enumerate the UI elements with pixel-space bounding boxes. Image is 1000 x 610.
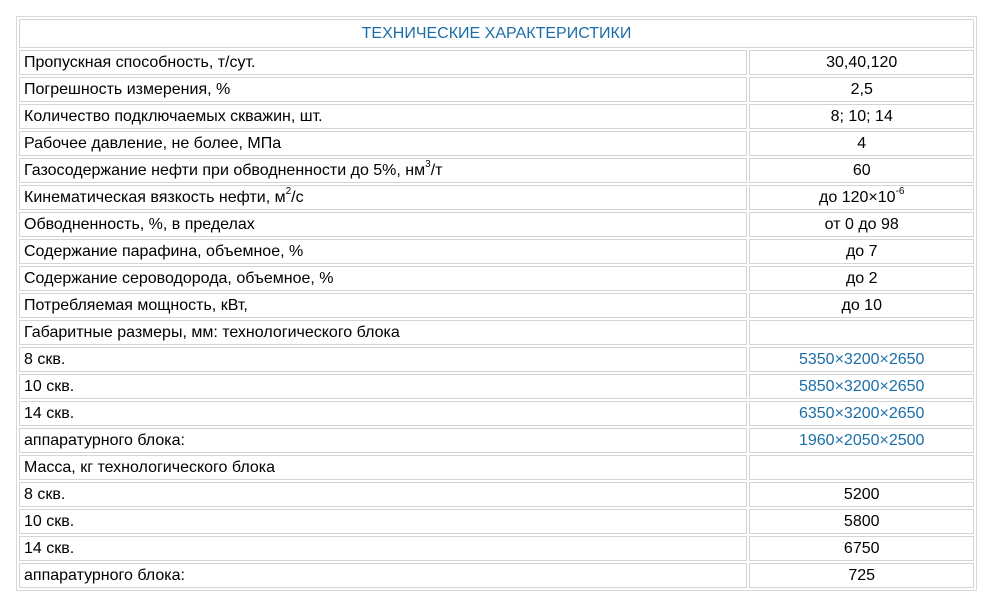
table-row: [19, 293, 974, 318]
param-label: Содержание сероводорода, объемное, %: [24, 269, 334, 287]
value-text: 5350×3200×2650: [798, 350, 925, 368]
spec-table: [16, 16, 977, 591]
param-cell: [19, 428, 747, 453]
value-text: 5850×3200×2650: [798, 377, 925, 395]
value-cell: [749, 374, 974, 399]
table-row: [19, 158, 974, 183]
param-label: Масса, кг технологического блока: [24, 458, 275, 476]
table-row: [19, 509, 974, 534]
param-cell: [19, 374, 747, 399]
param-cell: [19, 185, 747, 210]
value-cell: [749, 185, 974, 210]
param-cell: [19, 104, 747, 129]
table-row: [19, 185, 974, 210]
param-unit-tail: /с: [291, 188, 304, 206]
table-row: [19, 266, 974, 291]
value-cell: [749, 536, 974, 561]
param-superscript: 3: [425, 159, 431, 171]
param-label: Пропускная способность, т/сут.: [24, 53, 256, 71]
value-text: 8; 10; 14: [830, 107, 893, 125]
param-label: 14 скв.: [24, 404, 75, 422]
param-label: Габаритные размеры, мм: технологического блока: [24, 323, 400, 341]
spec-table-container: [16, 16, 977, 591]
table-row: [19, 131, 974, 156]
value-text: 5200: [843, 485, 880, 503]
param-cell: [19, 563, 747, 588]
table-row: [19, 77, 974, 102]
param-label: Рабочее давление, не более, МПа: [24, 134, 282, 152]
value-cell: [749, 401, 974, 426]
param-cell: [19, 239, 747, 264]
value-text: до 120×10: [819, 188, 896, 206]
table-row: [19, 401, 974, 426]
table-row: [19, 563, 974, 588]
title-row: [19, 19, 974, 48]
value-cell: [749, 320, 974, 345]
value-text: 4: [857, 134, 867, 152]
value-cell: [749, 104, 974, 129]
param-unit-tail: /т: [430, 161, 443, 179]
value-cell: [749, 509, 974, 534]
value-cell: [749, 266, 974, 291]
table-row: [19, 320, 974, 345]
param-cell: [19, 401, 747, 426]
value-text: 5800: [843, 512, 880, 530]
value-cell: [749, 239, 974, 264]
value-text: до 7: [845, 242, 878, 260]
table-row: [19, 104, 974, 129]
param-cell: [19, 455, 747, 480]
param-label: Потребляемая мощность, кВт,: [24, 296, 248, 314]
value-text: 725: [848, 566, 876, 584]
value-cell: [749, 131, 974, 156]
param-label: Погрешность измерения, %: [24, 80, 231, 98]
param-cell: [19, 293, 747, 318]
param-cell: [19, 482, 747, 507]
param-cell: [19, 50, 747, 75]
table-row: [19, 374, 974, 399]
value-text: 6750: [843, 539, 880, 557]
param-cell: [19, 509, 747, 534]
value-cell: [749, 50, 974, 75]
value-cell: [749, 158, 974, 183]
table-title: ТЕХНИЧЕСКИЕ ХАРАКТЕРИСТИКИ: [19, 19, 974, 48]
param-label: 10 скв.: [24, 512, 75, 530]
table-row: [19, 239, 974, 264]
param-label: 8 скв.: [24, 485, 66, 503]
value-cell: [749, 77, 974, 102]
value-superscript: -6: [895, 186, 905, 198]
value-text: 1960×2050×2500: [798, 431, 925, 449]
param-label: Кинематическая вязкость нефти, м: [24, 188, 286, 206]
table-row: [19, 455, 974, 480]
param-label: Содержание парафина, объемное, %: [24, 242, 304, 260]
param-cell: [19, 347, 747, 372]
value-cell: [749, 563, 974, 588]
param-superscript: 2: [285, 186, 292, 198]
param-cell: [19, 212, 747, 237]
param-cell: [19, 77, 747, 102]
value-text: до 2: [845, 269, 878, 287]
table-row: [19, 482, 974, 507]
param-label: Газосодержание нефти при обводненности до 5%, нм: [24, 161, 426, 179]
table-row: [19, 428, 974, 453]
param-cell: [19, 158, 747, 183]
param-label: аппаратурного блока:: [24, 431, 185, 449]
value-text: от 0 до 98: [824, 215, 899, 233]
param-cell: [19, 320, 747, 345]
value-cell: [749, 293, 974, 318]
param-label: 10 скв.: [24, 377, 75, 395]
value-cell: [749, 347, 974, 372]
value-cell: [749, 212, 974, 237]
value-cell: [749, 482, 974, 507]
value-cell: [749, 428, 974, 453]
value-text: 2,5: [850, 80, 873, 98]
param-label: Обводненность, %, в пределах: [24, 215, 255, 233]
param-cell: [19, 536, 747, 561]
param-cell: [19, 266, 747, 291]
table-row: [19, 347, 974, 372]
table-row: [19, 212, 974, 237]
value-text: 6350×3200×2650: [798, 404, 925, 422]
param-cell: [19, 131, 747, 156]
param-label: аппаратурного блока:: [24, 566, 185, 584]
param-label: Количество подключаемых скважин, шт.: [24, 107, 323, 125]
value-text: 30,40,120: [826, 53, 898, 71]
value-text: до 10: [841, 296, 882, 314]
value-text: 60: [852, 161, 871, 179]
value-cell: [749, 455, 974, 480]
param-label: 8 скв.: [24, 350, 66, 368]
param-label: 14 скв.: [24, 539, 75, 557]
table-row: [19, 536, 974, 561]
table-row: [19, 50, 974, 75]
